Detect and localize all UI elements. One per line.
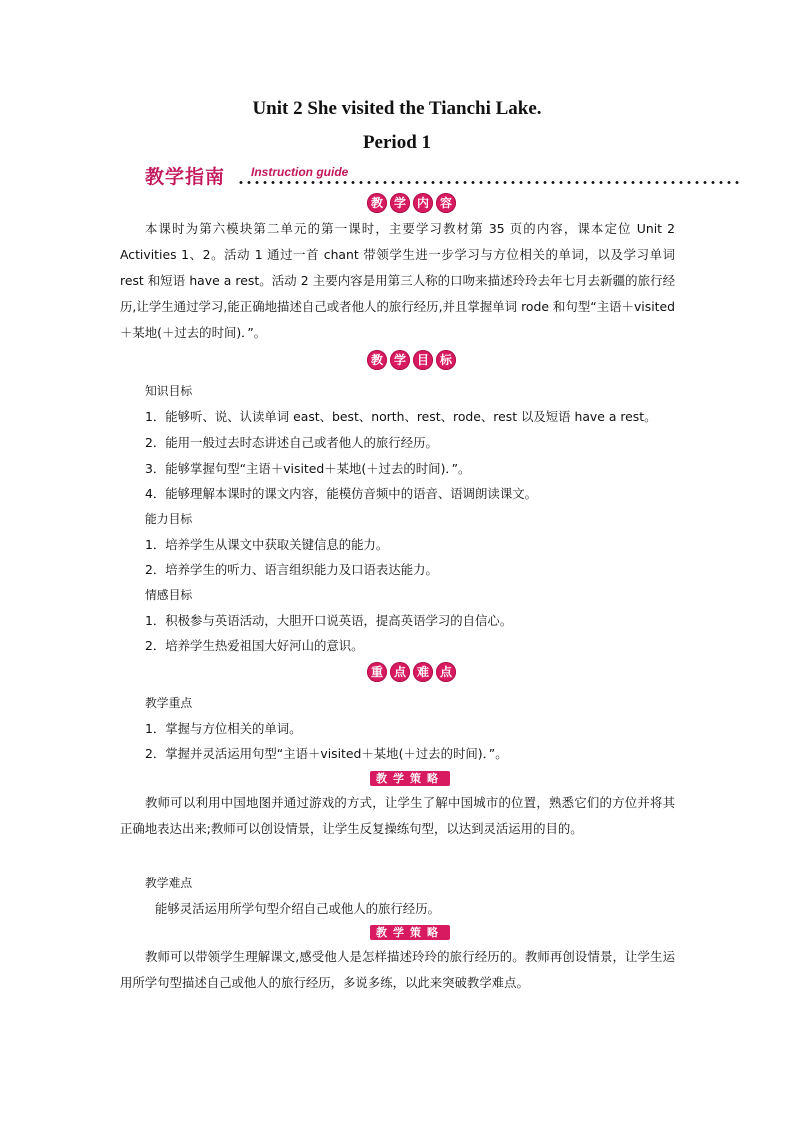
focus-strategy-paragraph: 教师可以利用中国地图并通过游戏的方式，让学生了解中国城市的位置，熟悉它们的方位并将其正确地表达出来;教师可以创设情景，让学生反复操练句型，以达到灵活运用的目的。 (120, 795, 675, 836)
badge-char: 内 (413, 193, 433, 213)
badge-char: 教 (367, 350, 387, 370)
badge-char: 重 (367, 662, 387, 682)
badge-char: 教 (367, 193, 387, 213)
section-badge-goals (367, 350, 456, 372)
badge-char: 学 (390, 350, 410, 370)
badge-char: 目 (413, 350, 433, 370)
knowledge-goal-item: 3．能够掌握句型“主语＋visited＋某地(＋过去的时间)．”。 (145, 461, 471, 476)
guide-title-cn: 教学指南 (145, 166, 226, 188)
knowledge-goal-title: 知识目标 (145, 384, 193, 398)
difficulty-strategy-paragraph: 教师可以带领学生理解课文,感受他人是怎样描述玲玲的旅行经历的。教师再创设情景，让学生运用所学句型描述自己或他人的旅行经历，多说多练，以此来突破教学难点。 (120, 949, 675, 990)
period-title: Period 1 (362, 132, 432, 153)
emotion-goal-item: 1．积极参与英语活动，大胆开口说英语，提高英语学习的自信心。 (145, 613, 513, 628)
strategy-label-focus: 教学策略 (370, 771, 450, 786)
instruction-guide-header (145, 162, 740, 190)
knowledge-goal-item: 1．能够听、说、认读单词 east、best、north、rest、rode、rest 以及短语 have a rest。 (145, 409, 657, 424)
difficulty-text: 能够灵活运用所学句型介绍自己或他人的旅行经历。 (155, 901, 440, 916)
strategy-label-difficulty: 教学策略 (370, 925, 450, 940)
section-badge-content (367, 193, 456, 215)
ability-goal-item: 1．培养学生从课文中获取关键信息的能力。 (145, 537, 389, 552)
badge-char: 点 (390, 662, 410, 682)
difficulty-title: 教学难点 (145, 876, 193, 890)
unit-title: Unit 2 She visited the Tianchi Lake. (252, 98, 542, 119)
dotted-divider (237, 181, 740, 184)
badge-char: 点 (436, 662, 456, 682)
emotion-goal-title: 情感目标 (145, 588, 193, 602)
focus-title: 教学重点 (145, 696, 193, 710)
badge-char: 容 (436, 193, 456, 213)
focus-item: 1．掌握与方位相关的单词。 (145, 721, 302, 736)
emotion-goal-item: 2．培养学生热爱祖国大好河山的意识。 (145, 638, 364, 653)
knowledge-goal-item: 4．能够理解本课时的课文内容，能模仿音频中的语音、语调朗读课文。 (145, 486, 537, 501)
badge-char: 标 (436, 350, 456, 370)
badge-char: 难 (413, 662, 433, 682)
ability-goal-title: 能力目标 (145, 512, 193, 526)
knowledge-goal-item: 2．能用一般过去时态讲述自己或者他人的旅行经历。 (145, 435, 438, 450)
section-badge-key-points (367, 662, 456, 684)
guide-title-en: Instruction guide (251, 165, 349, 179)
focus-item: 2．掌握并灵活运用句型“主语＋visited＋某地(＋过去的时间)．”。 (145, 746, 508, 761)
ability-goal-item: 2．培养学生的听力、语言组织能力及口语表达能力。 (145, 562, 438, 577)
content-paragraph: 本课时为第六模块第二单元的第一课时，主要学习教材第 35 页的内容，课本定位 Unit 2 Activities 1、2。活动 1 通过一首 chant 带领学生进一步学习与方位相关的单词，以及学习单词 rest 和短语 have a rest。活动 2 主要内容是用第三人称的口吻来描述玲玲去年七月去新疆的旅行经历,让学生通过学习,能正确地描述自己或者他人的旅行经历,并且掌握单词 rode 和句型“主语＋visited＋某地(＋过去的时间)．”。 (120, 221, 675, 340)
badge-char: 学 (390, 193, 410, 213)
